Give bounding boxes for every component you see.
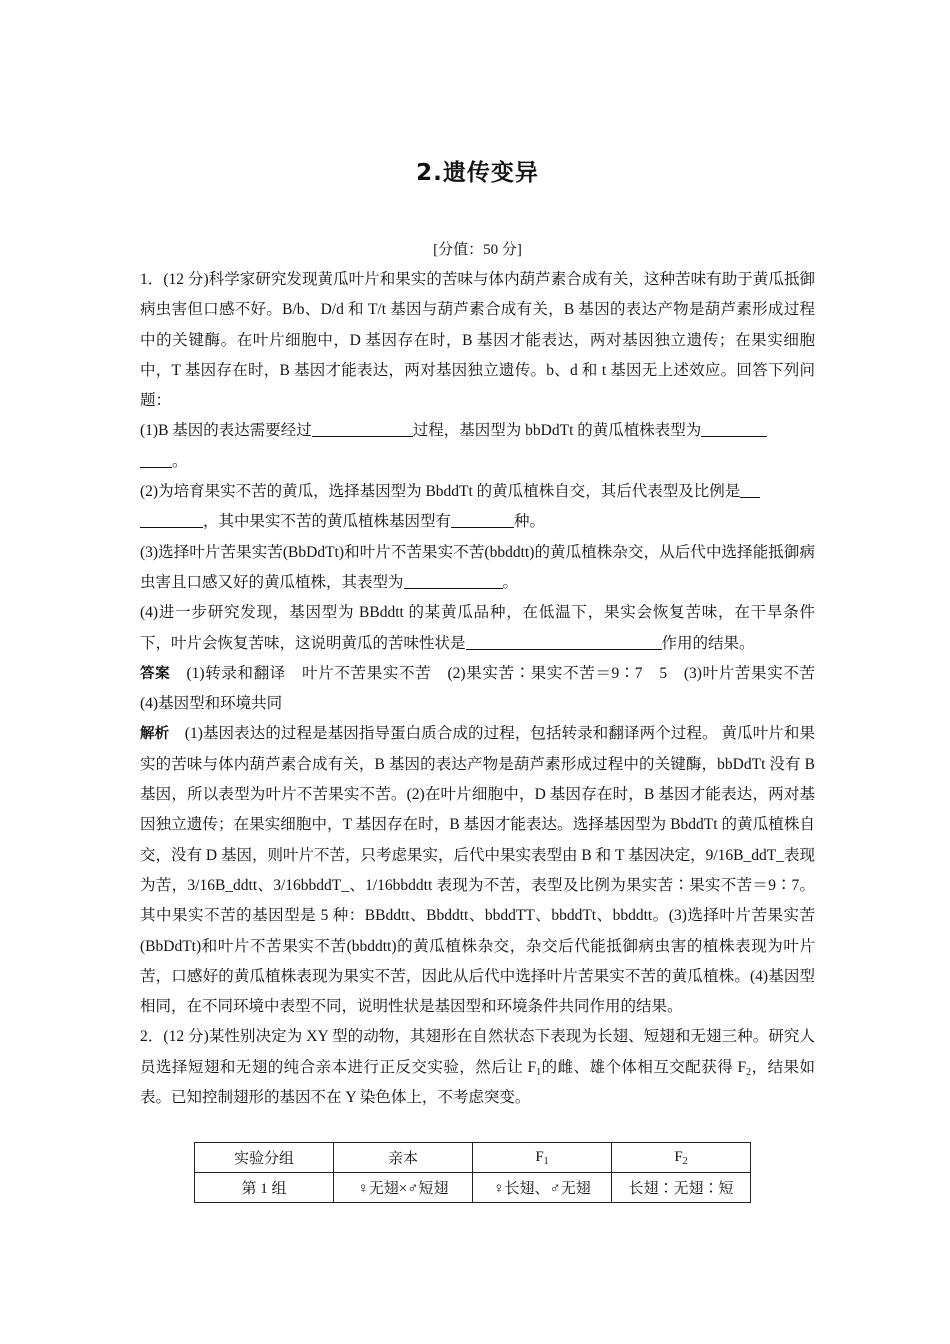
table-row	[195, 1173, 751, 1203]
table-cell: 第 1 组	[195, 1173, 334, 1203]
q1-answer: 答案 (1)转录和翻译 叶片不苦果实不苦 (2)果实苦∶果实不苦＝9∶7 5 (3)叶片苦果实不苦 (4)基因型和环境共同	[140, 664, 831, 713]
table-header-row	[195, 1143, 751, 1173]
answer-blank[interactable]	[466, 632, 662, 650]
table-header: 实验分组	[195, 1143, 334, 1173]
q2-stem: 2．(12 分)某性别决定为 XY 型的动物，其翅形在自然状态下表现为长翅、短翅和无翅三种。研究人员选择短翅和无翅的纯合亲本进行正反交实验，然后让 $F_1$的雌、雄个体相互交配获得 $F_2$，结果如表。已知控制翅形的基因不在 Y 染色体上，不考虑突变。	[140, 1028, 815, 1107]
q1-stem: 1．(12 分)科学家研究发现黄瓜叶片和果实的苦味与体内葫芦素合成有关，这种苦味有助于黄瓜抵御病虫害但口感不好。B/b、D/d 和 T/t 基因与葫芦素合成有关，B 基因的表达产物是葫芦素形成过程中的关键酶。在叶片细胞中，D 基因存在时，B 基因才能表达，两对基因独立遗传；在果实细胞中，T 基因存在时，B 基因才能表达，两对基因独立遗传。b、d 和 t 基因无上述效应。回答下列问题：	[140, 271, 815, 410]
table-cell: ♀无翅×♂短翅	[334, 1173, 473, 1203]
answer-label: 答案	[140, 665, 171, 682]
experiment-table	[194, 1142, 751, 1203]
answer-blank[interactable]	[701, 419, 767, 437]
answer-blank[interactable]	[140, 510, 203, 528]
table-cell: 长翅∶无翅∶短	[612, 1173, 751, 1203]
q1-part1: (1)B 基因的表达需要经过 过程，基因型为 bbDdTt 的黄瓜植株表型为 。	[140, 416, 815, 477]
q1-part4: (4)进一步研究发现，基因型为 BBddtt 的某黄瓜品种，在低温下，果实会恢复苦味，在干旱条件下，叶片会恢复苦味，这说明黄瓜的苦味性状是 作用的结果。	[140, 604, 815, 652]
q1-part3: (3)选择叶片苦果实苦(BbDdTt)和叶片不苦果实不苦(bbddtt)的黄瓜植株杂交，从后代中选择能抵御病虫害且口感又好的黄瓜植株，其表型为 。	[140, 543, 815, 591]
page-title: 2.遗传变异	[416, 160, 539, 186]
q1-analysis: 解析 (1)基因表达的过程是基因指导蛋白质合成的过程，包括转录和翻译两个过程。 黄瓜叶片和果实的苦味与体内葫芦素合成有关，B 基因的表达产物是葫芦素形成过程中的关键酶，bbDdTt 没有 B 基因，所以表型为叶片不苦果实不苦。(2)在叶片细胞中，D 基因存在时，B 基因才能表达，两对基因独立遗传；在果实细胞中，T 基因存在时，B 基因才能表达。选择基因型为 BbddTt 的黄瓜植株自交，没有 D 基因，则叶片不苦，只考虑果实，后代中果实表型由 B 和 T 基因决定，9/16B_ddT_表现为苦，3/16B_ddtt、3/16bbddT_、1/16bbddtt 表现为不苦，表型及比例为果实苦∶果实不苦＝9∶7。其中果实不苦的基因型是 5 种：BBddtt、Bbddtt、bbddTT、bbddTt、bbddtt。(3)选择叶片苦果实苦(BbDdTt)和叶片不苦果实不苦(bbddtt)的黄瓜植株杂交，杂交后代能抵御病虫害的植株表现为叶片苦，口感好的黄瓜植株表现为果实不苦，因此从后代中选择叶片苦果实不苦的黄瓜植株。(4)基因型相同，在不同环境中表型不同，说明性状是基因型和环境条件共同作用的结果。	[140, 725, 815, 1016]
analysis-label: 解析	[140, 726, 170, 743]
table-header: $F_2$	[612, 1143, 751, 1173]
answer-blank[interactable]	[740, 480, 760, 498]
answer-blank[interactable]	[451, 510, 514, 528]
answer-blank[interactable]	[312, 419, 413, 437]
question-body	[140, 265, 831, 1113]
table-cell: ♀长翅、♂无翅	[473, 1173, 612, 1203]
answer-blank[interactable]	[404, 571, 503, 589]
table-header: $F_1$	[473, 1143, 612, 1173]
score-line: [分值：50 分]	[433, 242, 522, 258]
q1-part2: (2)为培育果实不苦的黄瓜，选择基因型为 BbddTt 的黄瓜植株自交，其后代表型及比例是 ，其中果实不苦的黄瓜植株基因型有 种。	[140, 477, 815, 538]
table-header: 亲本	[334, 1143, 473, 1173]
answer-blank[interactable]	[140, 450, 172, 468]
